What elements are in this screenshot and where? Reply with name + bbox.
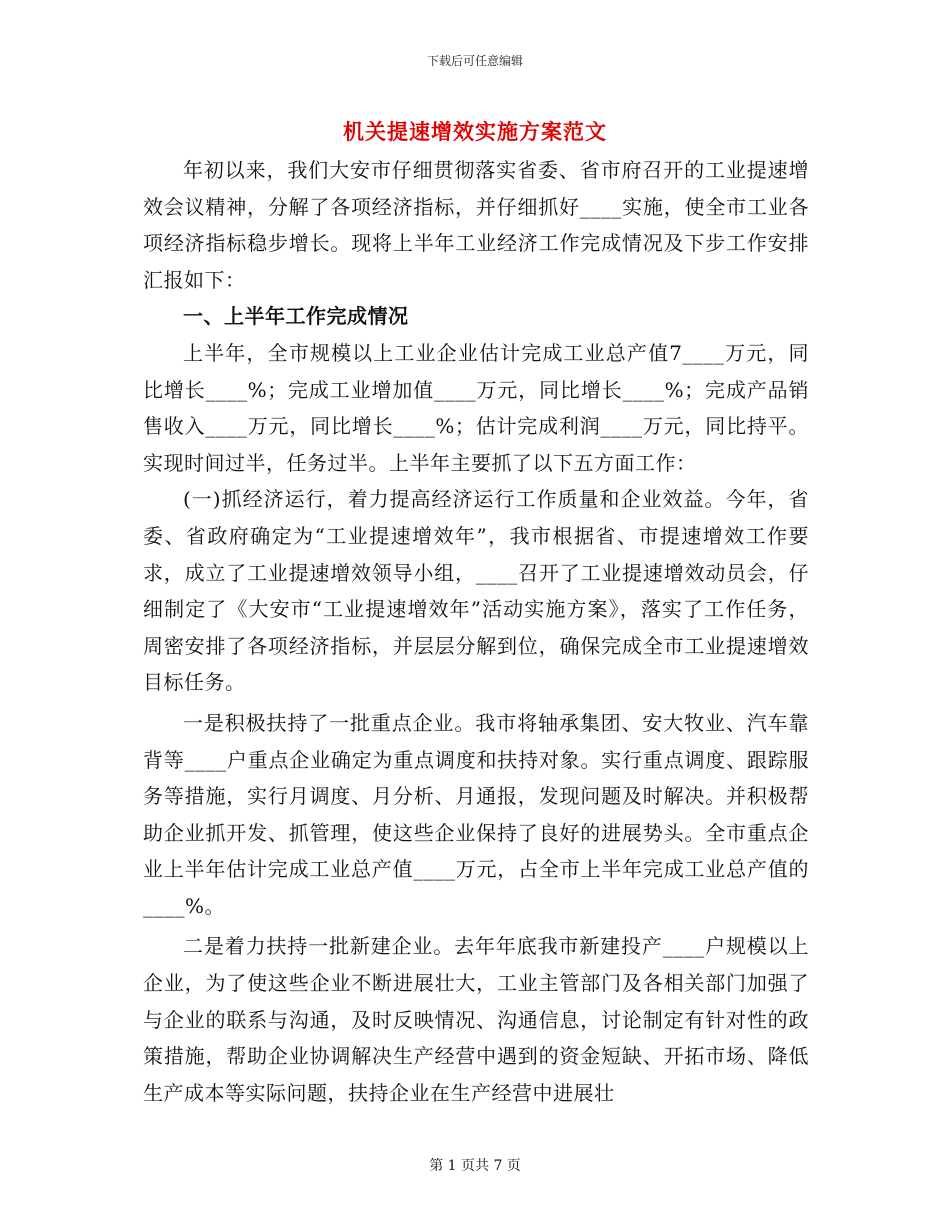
paragraph-key-enterprises: 一是积极扶持了一批重点企业。我市将轴承集团、安大牧业、汽车靠背等____户重点企业确定为重点调度和扶持对象。实行重点调度、跟踪服务等措施，实行月调度、月分析、月通报，发现问题及时解决。并积极帮助企业抓开发、抓管理，使这些企业保持了良好的进展势头。全市重点企业上半年估计完成工业总产值____万元，占全市上半年完成工业总产值的____%。 [143, 710, 809, 918]
header-note: 下载后可任意编辑 [426, 54, 523, 68]
document-title: 机关提速增效实施方案范文 [343, 119, 607, 144]
paragraph-summary: 上半年，全市规模以上工业企业估计完成工业总产值7____万元，同比增长____%；完成工业增加值____万元，同比增长____%；完成产品销售收入____万元，同比增长____%；估计完成利润____万元，同比持平。实现时间过半，任务过半。上半年主要抓了以下五方面工作： [143, 340, 809, 475]
page-number: 第 1 页共 7 页 [429, 1158, 521, 1174]
section-heading: 一、上半年工作完成情况 [183, 304, 409, 329]
document-body [143, 152, 809, 1111]
paragraph-new-enterprises: 二是着力扶持一批新建企业。去年年底我市新建投产____户规模以上企业，为了使这些企业不断进展壮大，工业主管部门及各相关部门加强了与企业的联系与沟通，及时反映情况、沟通信息，讨论制定有针对性的政策措施，帮助企业协调解决生产经营中遇到的资金短缺、开拓市场、降低生产成本等实际问题，扶持企业在生产经营中进展壮 [143, 934, 809, 1105]
paragraph-economy: (一)抓经济运行，着力提高经济运行工作质量和企业效益。今年，省委、省政府确定为“工业提速增效年”，我市根据省、市提速增效工作要求，成立了工业提速增效领导小组，____召开了工业提速增效动员会，仔细制定了《大安市“工业提速增效年”活动实施方案》，落实了工作任务，周密安排了各项经济指标，并层层分解到位，确保完成全市工业提速增效目标任务。 [143, 487, 809, 695]
paragraph-intro: 年初以来，我们大安市仔细贯彻落实省委、省市府召开的工业提速增效会议精神，分解了各项经济指标，并仔细抓好____实施，使全市工业各项经济指标稳步增长。现将上半年工业经济工作完成情况及下步工作安排汇报如下： [143, 158, 809, 292]
